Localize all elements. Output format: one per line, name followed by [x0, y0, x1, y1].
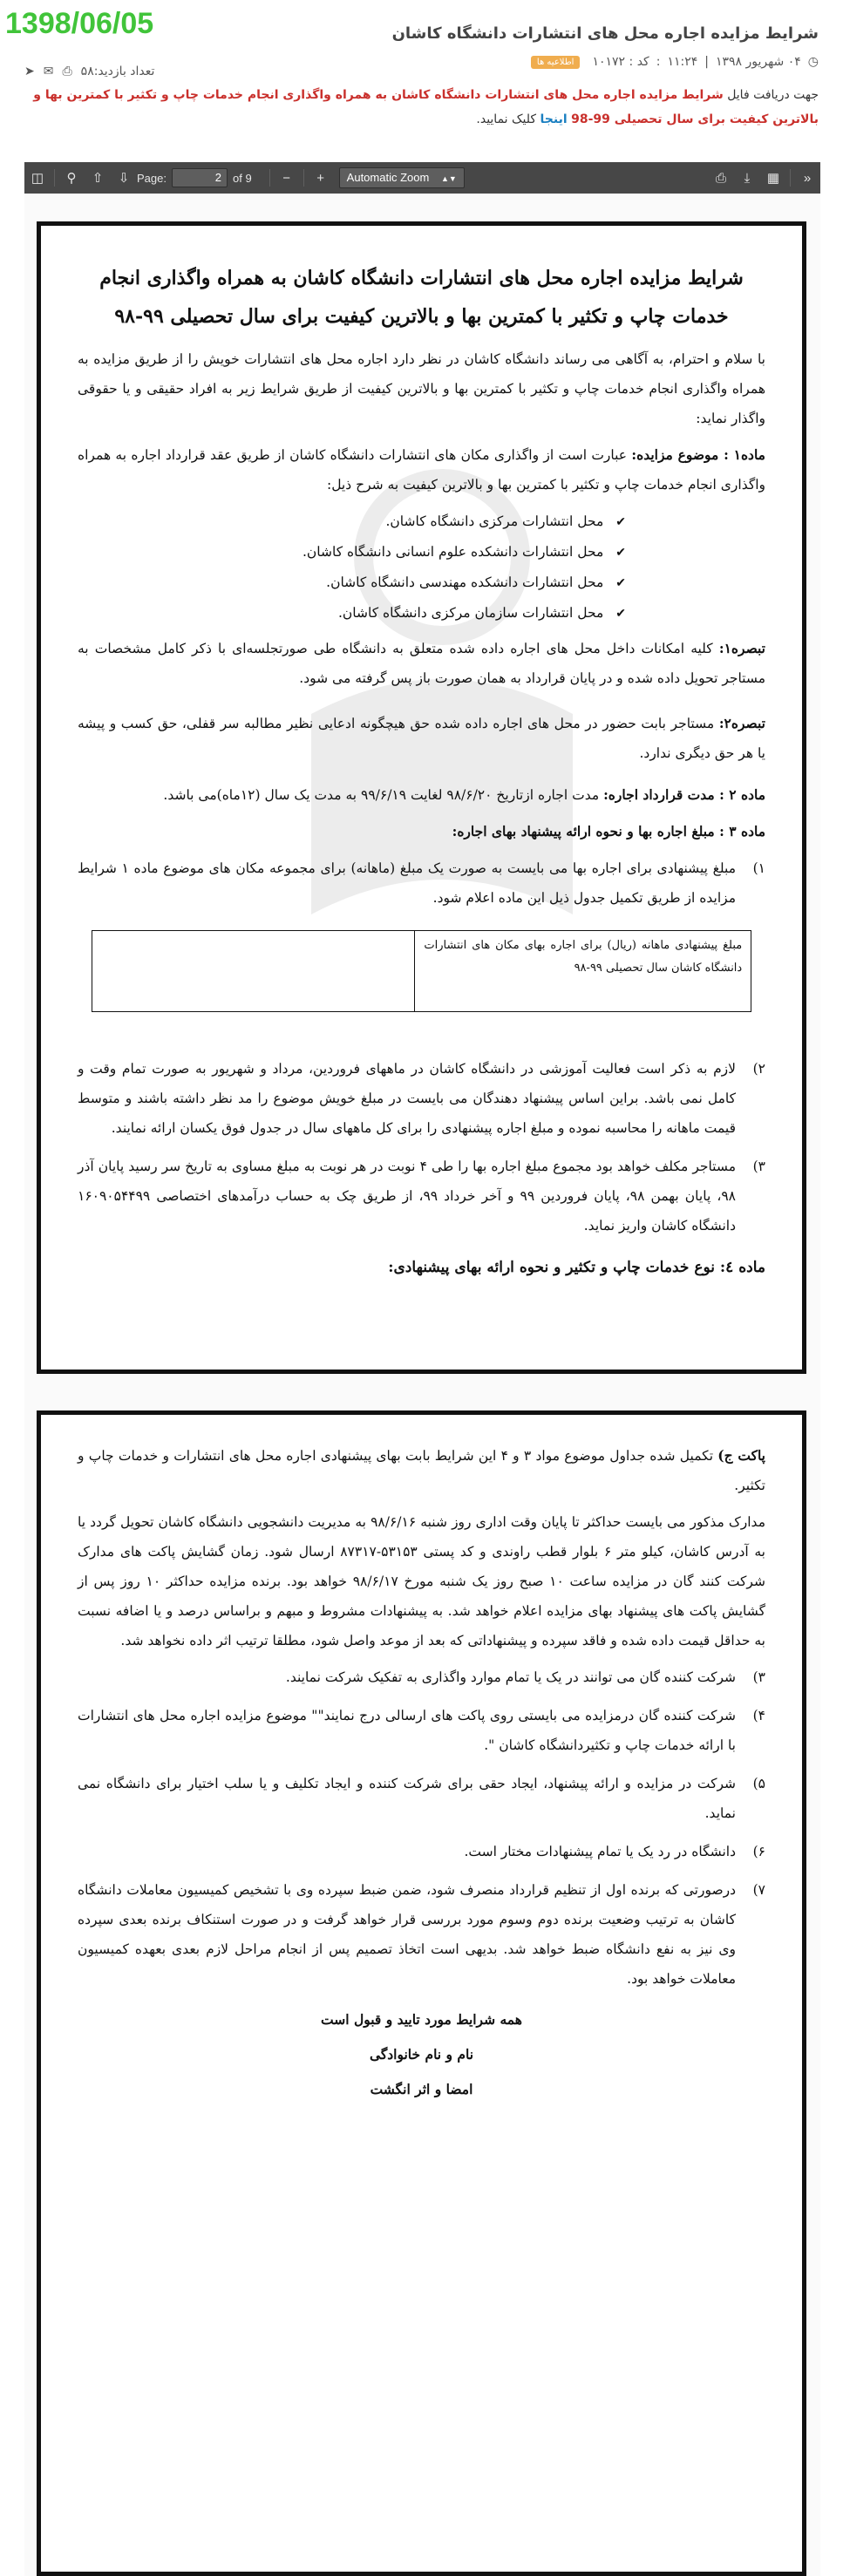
download-suffix: کلیک نمایید.	[476, 112, 537, 126]
article-2-text: مدت اجاره ازتاریخ ۹۸/۶/۲۰ لغایت ۹۹/۶/۱۹ به مدت یک سال (۱۲ماه)می باشد.	[163, 787, 600, 803]
page-total: of 9	[232, 171, 252, 185]
list-item: ✔ محل انتشارات مرکزی دانشگاه کاشان.	[78, 506, 626, 537]
article-3-label: ماده ۳ : مبلغ اجاره بها و نحوه ارائه پیشنهاد بهای اجاره:	[452, 823, 765, 839]
date-stamp: 1398/06/05	[5, 7, 154, 40]
print-icon[interactable]: ⎙	[62, 65, 72, 78]
zoom-in-icon[interactable]: +	[316, 170, 325, 186]
list-item: ✔ محل انتشارات دانشکده مهندسی دانشگاه کاشان.	[78, 568, 626, 598]
location-list	[78, 506, 765, 629]
item-text: مستاجر مکلف خواهد بود مجموع مبلغ اجاره بها را طی ۴ نوبت در هر نوبت به مبلغ مساوی به تاریخ سر رسید پایان آذر ۹۸، پایان بهمن ۹۸، پایان فروردین ۹۹ و آخر خرداد ۹۹، از طریق چک به حساب درآمدهای اختصاصی ۱۶۰۹۰۵۴۴۹۹ دانشگاه کاشان واریز نماید.	[78, 1159, 736, 1234]
item-number: ۴)	[752, 1708, 765, 1723]
pdf-page-2	[37, 1410, 806, 2576]
page-label: Page:	[137, 171, 167, 185]
note-2-label: تبصره۲:	[718, 715, 765, 731]
packet-c-text: تکمیل شده جداول موضوع مواد ۳ و ۴ این شرایط بابت بهای پیشنهادی اجاره محل های انتشارات و خدمات چاپ و تکثیر.	[78, 1448, 765, 1493]
documents-paragraph: مدارک مذکور می بایست حداکثر تا پایان وقت اداری روز شنبه ۹۸/۶/۱۶ به مدیریت دانشجویی دانشگاه کاشان تحویل گردد یا به آدرس کاشان، کیلو متر ۶ بلوار قطب راوندی و کد پستی ۵۳۱۵۳-۸۷۳۱۷ ارسال شود. زمان گشایش پاکت های مدارک شرکت کنند گان در مزایده ساعت ۱۰ صبح روز یک شنبه مورخ ۹۸/۶/۱۷ خواهد بود. برنده مزایده حداکثر ۱۰ روز پس از گشایش پاکت های پیشنهاد بهای مزایده اعلام خواهد شد. به پیشنهادات مشروط و مبهم و براساس درصد و یا اضافه نسبت به حداقل قیمت داده شده و فاقد سپرده و پیشنهاداتی که بعد از موعد واصل شود، مطلقا ترتیب اثر داده نخواهد شد.	[78, 1514, 765, 1648]
post-time: ۱۱:۲۴	[667, 55, 698, 69]
item-number: ۶)	[752, 1844, 765, 1859]
article-4-heading	[78, 1253, 765, 1282]
visit-count: تعداد بازدید:۵۸	[80, 65, 155, 78]
note-1-label: تبصره۱:	[718, 640, 765, 656]
download-icon[interactable]: ⤓	[744, 170, 751, 186]
download-line	[24, 83, 819, 132]
list-item	[78, 1701, 765, 1760]
list-item	[78, 1837, 765, 1866]
email-icon[interactable]: ✉	[43, 65, 54, 78]
pdf-page-1	[37, 221, 806, 1374]
article-2-label: ماده ۲ : مدت قرارداد اجاره:	[603, 786, 765, 803]
zoom-out-icon[interactable]: −	[282, 170, 291, 186]
item-text: شرکت کننده گان درمزایده می بایستی روی پاکت های ارسالی درج نمایند"" موضوع مزایده اجاره محل های انتشارات با ارائه خدمات چاپ و تکثیردانشگاه کاشان ".	[78, 1708, 736, 1753]
item-text: لازم به ذکر است فعالیت آموزشی در دانشگاه کاشان در ماههای فروردین، مرداد و شهریور به صورت تمام وقت و کامل نمی باشد. براین اساس پیشنهاد دهندگان می بایست در مبلغ خویش موضوع را مد نظر داشته باشند و متوسط قیمت ماهانه را محاسبه نموده و مبلغ اجاره پیشنهادی را برای کل ماههای سال در جدول فوق یکسان ارائه نمایند.	[78, 1061, 736, 1136]
article-3-list-cont	[78, 1054, 765, 1240]
list-item	[78, 1662, 765, 1692]
article-1-label: ماده۱ : موضوع مزایده:	[631, 446, 765, 463]
clock-icon: ◷	[807, 55, 819, 69]
download-prefix: جهت دریافت فایل	[727, 88, 819, 102]
article-1	[78, 440, 765, 500]
item-text: مبلغ پیشنهادی برای اجاره بها می بایست به صورت یک مبلغ (ماهانه) برای مجموعه مکان های موضوع ماده ۱ شرایط مزایده از طریق تکمیل جدول ذیل این ماده اعلام شود.	[78, 860, 736, 906]
previous-page-icon[interactable]: ⇧	[92, 171, 104, 186]
price-table	[92, 930, 751, 1012]
item-number: ۱)	[752, 860, 765, 876]
article-3-list	[78, 853, 765, 913]
meta-row: ◷ ۰۴ شهریور ۱۳۹۸ | ۱۱:۲۴ : کد : ۱۰۱۷۲ اطلاعیه ها	[24, 55, 819, 69]
chevron-down-icon: ▲▼	[440, 174, 457, 183]
item-text: شرکت کننده گان می توانند در یک یا تمام موارد واگذاری به تفکیک شرکت نمایند.	[285, 1669, 736, 1685]
packet-c	[78, 1441, 765, 1500]
list-item: ✔ محل انتشارات دانشکده علوم انسانی دانشگاه کاشان.	[78, 537, 626, 568]
intro-paragraph: با سلام و احترام، به آگاهی می رساند دانشگاه کاشان در نظر دارد اجاره محل های انتشارات خویش را از طریق مزایده به همراه واگذاری انجام خدمات چاپ و تکثیر با کمترین بها و بالاترین کیفیت از طریق شرایط زیر به افراد حقیقی و یا حقوقی واگذار نماید:	[78, 351, 765, 426]
sidebar-toggle-icon[interactable]: ◫	[31, 171, 44, 186]
category-badge[interactable]: اطلاعیه ها	[531, 56, 581, 69]
item-number: ۲)	[752, 1061, 765, 1077]
conditions-list	[78, 1662, 765, 1994]
post-code: کد : ۱۰۱۷۲	[592, 55, 649, 69]
item-number: ۷)	[752, 1882, 765, 1898]
note-1-text: کلیه امکانات داخل محل های اجاره داده شده متعلق به دانشگاه طی صورتجلسه‌ای با ذکر کامل مشخصات به مستاجر تحویل داده شده و در پایان قرارداد به همان صورت باز پس گرفته می شود.	[78, 641, 765, 686]
document-body	[41, 226, 802, 1307]
page-number-input[interactable]: 2	[172, 168, 228, 187]
article-2	[78, 780, 765, 810]
list-item	[78, 1875, 765, 1994]
note-1	[78, 634, 765, 693]
price-table-label: مبلغ پیشنهادی ماهانه (ریال) برای اجاره بهای مکان های انتشارات دانشگاه کاشان سال تحصیلی ۹۹-۹۸	[415, 931, 751, 1012]
item-text: دانشگاه در رد یک یا تمام پیشنهادات مختار است.	[464, 1844, 736, 1859]
tools-icon[interactable]: »	[803, 170, 812, 186]
document-title: شرایط مزایده اجاره محل های انتشارات دانشگاه کاشان به همراه واگذاری انجام خدمات چاپ و تکثیر با کمترین بها و بالاترین کیفیت برای سال تحصیلی ۹۹-۹۸	[99, 267, 744, 328]
list-item	[78, 1769, 765, 1828]
signature-line-2: نام و نام خانوادگی	[369, 2046, 474, 2063]
send-icon[interactable]: ➤	[24, 65, 35, 78]
list-item	[78, 1152, 765, 1240]
item-text: شرکت در مزایده و ارائه پیشنهاد، ایجاد حقی برای شرکت کننده و ایجاد تکلیف و یا سلب اختیار برای دانشگاه نمی نماید.	[78, 1776, 736, 1821]
item-text: درصورتی که برنده اول از تنظیم قرارداد منصرف شود، ضمن ضبط سپرده وی با تشخیص کمیسیون معاملات دانشگاه کاشان به ترتیب وضعیت برنده دوم وسوم مورد بررسی قرار خواهد گرفت و در صورت استنکاف برنده بعدی سپرده وی نیز به نفع دانشگاه ضبط خواهد شد. بدیهی است اتخاذ تصمیم پس از انجام مراحل لازم بعدی بعهده کمیسیون معاملات خواهد بود.	[78, 1882, 736, 1987]
list-item	[78, 853, 765, 913]
article-4-label: ماده ٤: نوع خدمات چاپ و تکثیر و نحوه ارائه بهای پیشنهادی:	[388, 1259, 765, 1276]
document-body-page-2	[41, 1415, 802, 2124]
list-item	[78, 1054, 765, 1143]
signature-line-3: امضا و اثر انگشت	[370, 2081, 473, 2097]
item-number: ۳)	[752, 1669, 765, 1685]
item-number: ۳)	[752, 1159, 765, 1174]
note-2	[78, 709, 765, 768]
article-1-text: عبارت است از واگذاری مکان های انتشارات دانشگاه کاشان از طریق عقد قرارداد اجاره به همراه واگذاری انجام خدمات چاپ و تکثیر با کمترین بها و بالاترین کیفیت به شرح ذیل:	[78, 447, 765, 493]
pdf-toolbar	[24, 162, 820, 194]
signature-line-1: همه شرایط مورد تایید و قبول است	[321, 2011, 522, 2028]
download-link[interactable]: اینجا	[540, 112, 568, 126]
print-icon[interactable]: ⎙	[715, 170, 726, 186]
zoom-value: Automatic Zoom	[346, 171, 430, 184]
item-number: ۵)	[752, 1776, 765, 1791]
find-icon[interactable]: ⚲	[66, 171, 77, 186]
meta-actions	[24, 65, 154, 78]
news-header	[24, 24, 819, 132]
note-2-text: مستاجر بابت حضور در محل های اجاره داده شده حق هیچگونه ادعایی نظیر مطالبه سر قفلی، حق کسب و پیشه یا هر حق دیگری ندارد.	[78, 716, 765, 761]
bookmark-icon[interactable]: ▦	[766, 171, 780, 186]
download-title: شرایط مزایده اجاره محل های انتشارات دانشگاه کاشان به همراه واگذاری انجام خدمات چاپ و تکثیر با کمترین بها و بالاترین کیفیت برای سال تحصیلی 99-98	[33, 88, 819, 126]
article-3-heading	[78, 817, 765, 846]
packet-c-label: پاکت ج)	[717, 1447, 765, 1464]
post-date: ۰۴ شهریور ۱۳۹۸	[715, 55, 801, 69]
price-table-value-cell	[92, 931, 415, 1012]
signature-block	[78, 2002, 765, 2107]
zoom-select[interactable]	[339, 167, 465, 188]
next-page-icon[interactable]: ⇩	[118, 171, 130, 186]
list-item: ✔ محل انتشارات سازمان مرکزی دانشگاه کاشان.	[78, 598, 626, 629]
pdf-viewer[interactable]	[24, 194, 820, 2576]
page-title: شرایط مزایده اجاره محل های انتشارات دانشگاه کاشان	[391, 24, 819, 43]
